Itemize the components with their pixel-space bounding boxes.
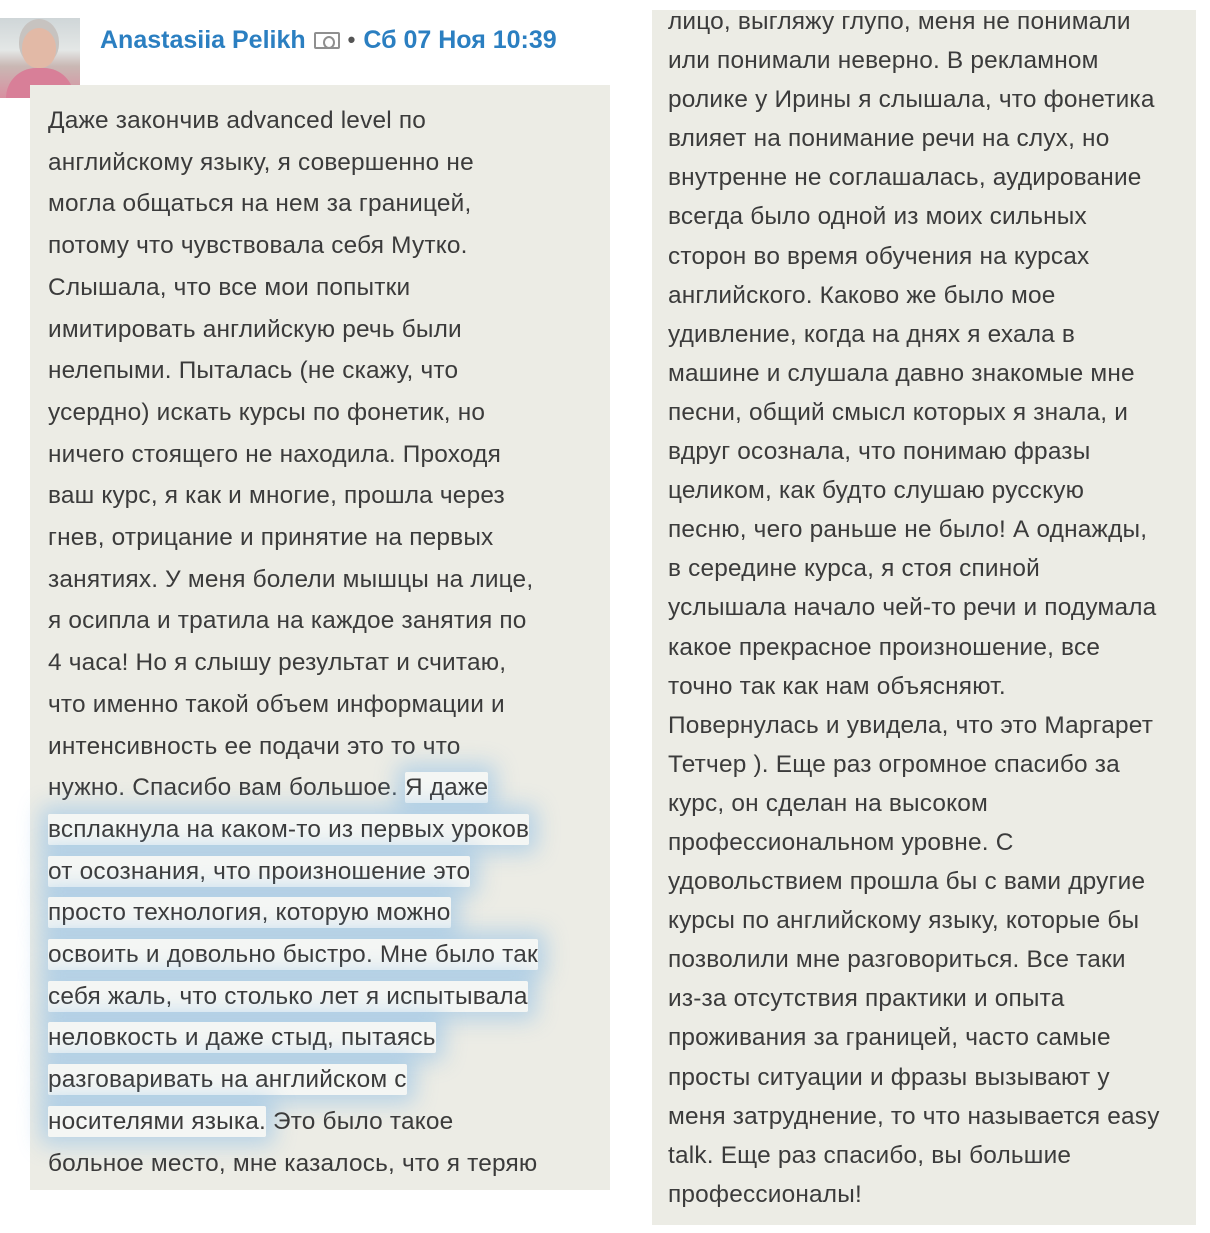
separator: • (347, 27, 356, 52)
author-name[interactable]: Anastasiia Pelikh (100, 25, 306, 54)
comment-text-part: Это было такое больное место, мне казалось, что я теряю (48, 1107, 538, 1177)
comment-text-part: Даже закончив advanced level по английскому языку, я совершенно не могла общаться на нем за границей, потому что чувствовала себя Мутко. Слышала, что все мои попытки имитировать английскую речь были нелепыми. Пыталась (не скажу, что усердно) искать курсы по фонетик, но ничего стоящего не находила. Проходя ваш курс, я как и многие, прошла через гнев, отрицание и принятие на первых занятиях. У меня болели мышцы на лице, я осипла и тратила на каждое занятия по 4 часа! Но я слышу результат и считаю, что именно такой объем информации и интенсивность ее подачи это то что нужно. Спасибо вам большое. (48, 107, 534, 802)
comment-timestamp[interactable]: Сб 07 Ноя 10:39 (363, 25, 557, 54)
highlighted-text: Я даже всплакнула на каком-то из первых уроков от осознания, что произношение это просто технология, которую можно освоить и довольно быстро. Мне было так себя жаль, что столько лет я испытывала неловкость и даже стыд, пытаясь разговаривать на английском с носителями языка. (48, 774, 538, 1135)
comment-text-right: лицо, выгляжу глупо, меня не понимали или понимали неверно. В рекламном ролике у Ирины я слышала, что фонетика влияет на понимание речи на слух, но внутренне не соглашалась, аудирование всегда было одной из моих сильных сторон во время обучения на курсах английского. Каково же было мое удивление, когда на днях я ехала в машине и слушала давно знакомые мне песни, общий смысл которых я знала, и вдруг осознала, что понимаю фразы целиком, как будто слушаю русскую песню, чего раньше не было! А однажды, в середине курса, я стоя спиной услышала начало чей-то речи и подумала какое прекрасное произношение, все точно так как нам объясняют. Повернулась и увидела, что это Маргарет Тетчер ). Еще раз огромное спасибо за курс, он сделан на высоком профессиональном уровне. С удовольствием прошла бы с вами другие курсы по английскому языку, которые бы позволили мне разговориться. Все таки из-за отсутствия практики и опыта проживания за границей, часто самые просты ситуации и фразы вызывают у меня затруднение, то что называется easy talk. Еще раз спасибо, вы большие профессионалы! (668, 8, 1160, 1208)
avatar-face (22, 28, 56, 68)
money-icon (314, 32, 340, 49)
comment-header (100, 24, 557, 56)
comment-text-left (48, 100, 618, 1184)
